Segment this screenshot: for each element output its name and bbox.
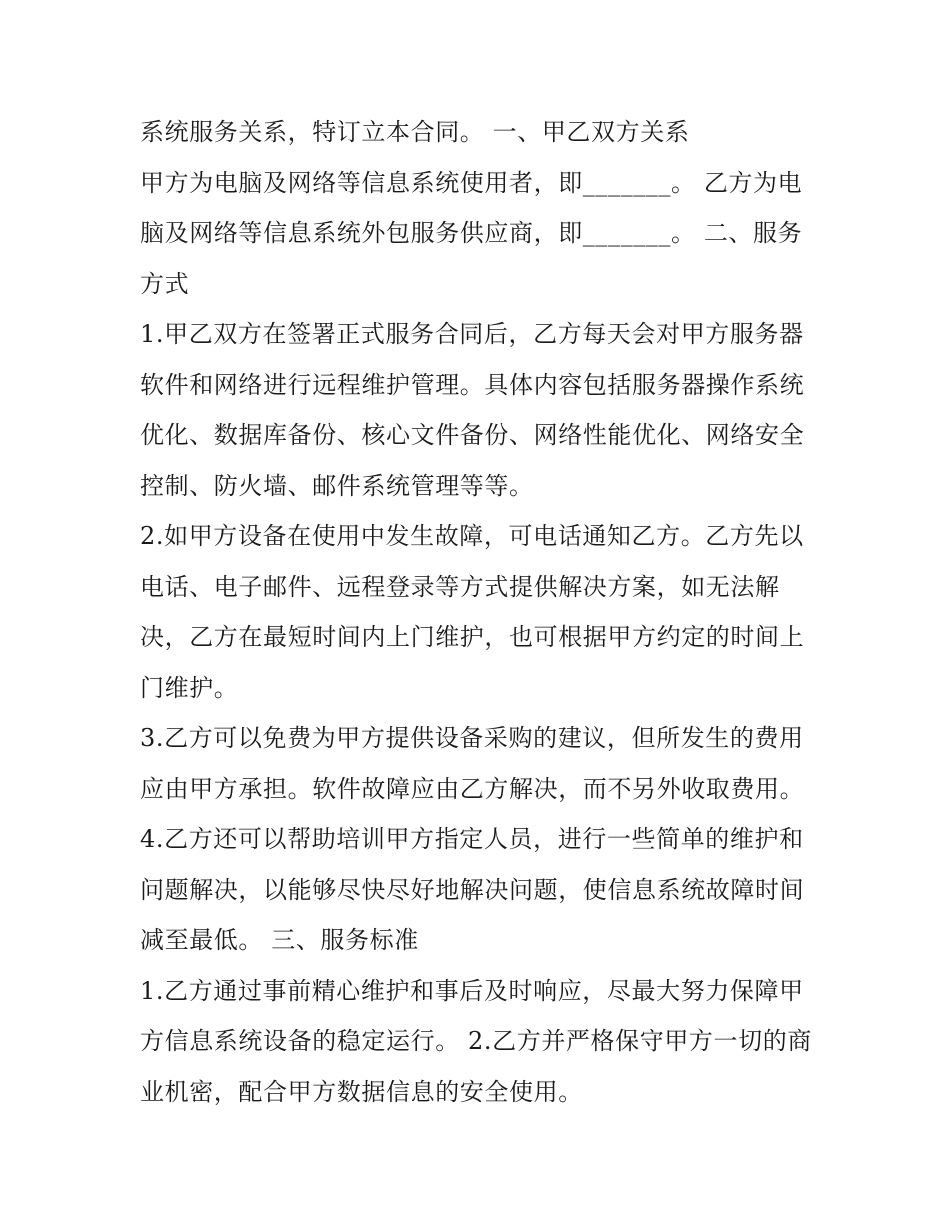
text-line: 问题解决，以能够尽快尽好地解决问题，使信息系统故障时间	[140, 875, 805, 904]
text-line: 4.乙方还可以帮助培训甲方指定人员，进行一些简单的维护和	[140, 825, 804, 853]
text-line: 软件和网络进行远程维护管理。具体内容包括服务器操作系统	[140, 370, 805, 399]
text-line: 门维护。	[140, 673, 239, 702]
contract-text	[140, 107, 820, 1117]
text-line: 优化、数据库备份、核心文件备份、网络性能优化、网络安全	[140, 421, 805, 449]
text-line: 方信息系统设备的稳定运行。 2.乙方并严格保守甲方一切的商	[140, 1027, 812, 1055]
text-line: 方式	[140, 269, 190, 298]
text-line: 减至最低。 三、服务标准	[140, 926, 419, 954]
text-line: 业机密，配合甲方数据信息的安全使用。	[140, 1077, 583, 1106]
text-line: 应由甲方承担。软件故障应由乙方解决，而不另外收取费用。	[140, 774, 805, 803]
text-line: 系统服务关系，特订立本合同。 一、甲乙双方关系	[140, 118, 690, 146]
text-line: 决，乙方在最短时间内上门维护，也可根据甲方约定的时间上	[140, 623, 805, 651]
text-line: 控制、防火墙、邮件系统管理等等。	[140, 471, 534, 500]
text-line: 1.乙方通过事前精心维护和事后及时响应，尽最大努力保障甲	[140, 976, 804, 1005]
text-line: 1.甲乙双方在签署正式服务合同后，乙方每天会对甲方服务器	[140, 320, 804, 348]
text-line: 甲方为电脑及网络等信息系统使用者，即_______。 乙方为电	[140, 168, 803, 197]
text-line: 3.乙方可以免费为甲方提供设备采购的建议，但所发生的费用	[140, 724, 804, 752]
text-line: 电话、电子邮件、远程登录等方式提供解决方案，如无法解	[140, 572, 780, 601]
text-line: 2.如甲方设备在使用中发生故障，可电话通知乙方。乙方先以	[140, 522, 804, 550]
text-line: 脑及网络等信息系统外包服务供应商，即_______。 二、服务	[140, 219, 803, 247]
